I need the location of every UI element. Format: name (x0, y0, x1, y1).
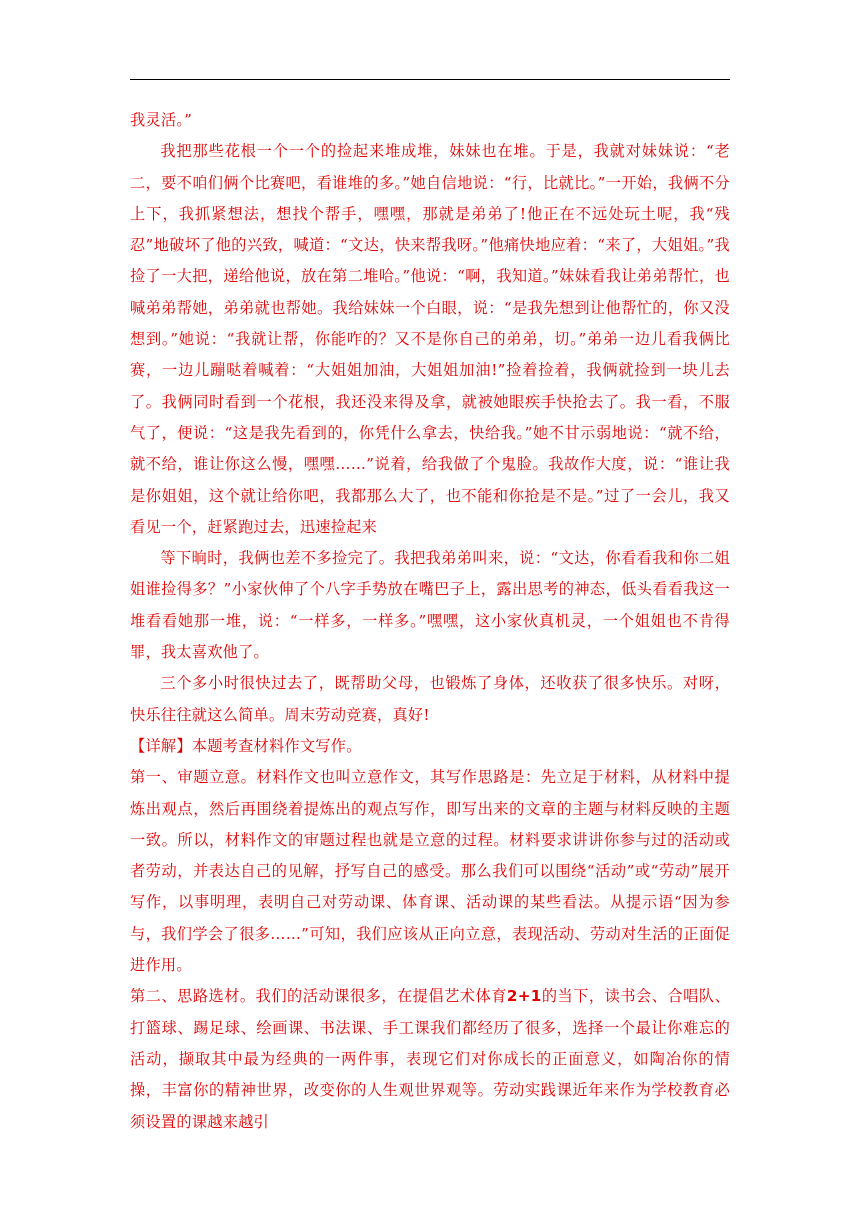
story-paragraph-2: 等下晌时，我俩也差不多捡完了。我把我弟弟叫来，说：“文达，你看看我和你二姐姐谁捡得多？”小家伙伸了个八字手势放在嘴巴子上，露出思考的神态，低头看看我这一堆看看她那一堆，说：“一样多，一样多。”嘿嘿，这小家伙真机灵，一个姐姐也不肯得罪，我太喜欢他了。 (130, 549, 730, 662)
story-paragraph-3: 三个多小时很快过去了，既帮助父母，也锻炼了身体，还收获了很多快乐。对呀，快乐往往就这么简单。周末劳动竞赛，真好! (130, 674, 730, 724)
story-paragraph-1: 我把那些花根一个一个的捡起来堆成堆，妹妹也在堆。于是，我就对妹妹说：“老二，要不咱们俩个比赛吧，看谁堆的多。”她自信地说：“行，比就比。”一开始，我俩不分上下，我抓紧想法，想找个帮手，嘿嘿，那就是弟弟了!他正在不远处玩土呢，我“残忍”地破坏了他的兴致，喊道：“文达，快来帮我呀。”他痛快地应着：“来了，大姐姐。”我捡了一大把，递给他说，放在第二堆哈。”他说：“啊，我知道。”妹妹看我让弟弟帮忙，也喊弟弟帮她，弟弟就也帮她。我给妹妹一个白眼，说：“是我先想到让他帮忙的，你又没想到。”她说：“我就让帮，你能咋的？又不是你自己的弟弟，切。”弟弟一边儿看我俩比赛，一边儿蹦哒着喊着：“大姐姐加油，大姐姐加油!”捡着捡着，我俩就捡到一块儿去了。我俩同时看到一个花根，我还没来得及拿，就被她眼疾手快抢去了。我一看，不服气了，便说：“这是我先看到的，你凭什么拿去，快给我。”她不甘示弱地说：“就不给，就不给，谁让你这么慢，嘿嘿……”说着，给我做了个鬼脸。我故作大度，说：“谁让我是你姐姐，这个就让给你吧，我都那么大了，也不能和你抢是不是。”过了一会儿，我又看见一个，赶紧跑过去，迅速捡起来 (130, 142, 730, 536)
continued-line: 我灵活。” (130, 111, 193, 129)
analysis-section-2 (130, 981, 730, 1137)
section-2-bold: 2+1 (506, 987, 542, 1006)
detail-text: 本题考查材料作文写作。 (191, 736, 362, 755)
section-2-after: 的当下，读书会、合唱队、打篮球、踢足球、绘画课、书法课、手工课我们都经历了很多，选择一个最让你难忘的活动，撷取其中最为经典的一两件事，表现它们对你成长的正面意义，如陶冶你的情操，丰富你的精神世界，改变你的人生观世界观等。劳动实践课近年来作为学校教育必须设置的课越来越引 (130, 987, 731, 1131)
document-body (130, 105, 730, 1138)
analysis-section-1: 第一、审题立意。材料作文也叫立意作文，其写作思路是：先立足于材料，从材料中提炼出观点，然后再围绕着提炼出的观点写作，即写出来的文章的主题与材料反映的主题一致。所以，材料作文的审题过程也就是立意的过程。材料要求讲讲你参与过的活动或者劳动，并表达自己的见解，抒写自己的感受。那么我们可以围绕“活动”或“劳动”展开写作，以事明理，表明自己对劳动课、体育课、活动课的某些看法。从提示语“因为参与，我们学会了很多……”可知，我们应该从正向立意，表现活动、劳动对生活的正面促进作用。 (130, 768, 730, 975)
section-2-before: 第二、思路选材。我们的活动课很多，在提倡艺术体育 (130, 987, 507, 1006)
detail-label: 【详解】 (130, 736, 192, 755)
header-rule (130, 79, 730, 80)
detail-paragraph (130, 731, 730, 762)
